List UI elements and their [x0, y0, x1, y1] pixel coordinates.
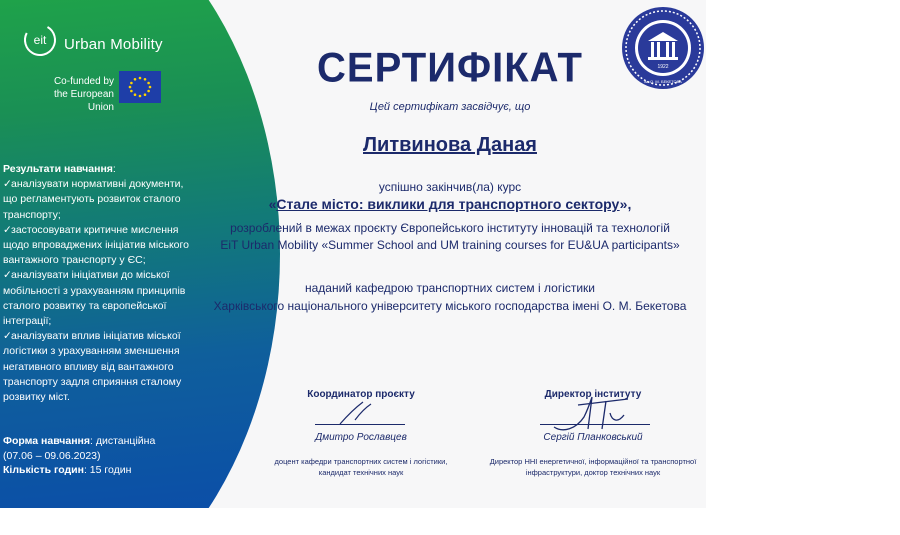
- director-desc-2: інфраструктури, доктор технічних наук: [525, 468, 661, 477]
- check-icon: ✓: [3, 269, 12, 282]
- director-sign-line: [540, 424, 650, 425]
- completed-line: успішно закінчив(ла) курс: [378, 180, 522, 194]
- result-item: [3, 329, 193, 405]
- certificate-title: СЕРТИФІКАТ: [317, 44, 583, 92]
- granted-line-2: Харківського національного університету міського господарства імені О. М. Бекетова: [213, 299, 687, 313]
- study-info: [3, 434, 203, 478]
- developed-line-2: EiT Urban Mobility «Summer School and UM training courses for EU&UA participants»: [220, 238, 680, 252]
- result-item: [3, 223, 193, 269]
- recipient-name: Литвинова Даная: [363, 134, 537, 156]
- check-icon: ✓: [3, 330, 12, 343]
- result-item-text: аналізувати ініціативи до міської мобільності з урахуванням принципів сталого розвитку та європейської інтеграції;: [3, 269, 186, 328]
- course-line: [200, 196, 700, 212]
- coordinator-desc-2: кандидат технічних наук: [318, 468, 404, 477]
- form-value: : дистанційна: [90, 435, 156, 447]
- result-item: [3, 268, 193, 329]
- result-item-text: аналізувати вплив ініціатив міської логістики з урахуванням зменшення негативного впливу від вантажного транспорту задля сприяння сталому розвитку міст.: [3, 330, 182, 404]
- coordinator-title: Координатор проєкту: [307, 389, 415, 400]
- director-signature: [548, 393, 638, 435]
- granted-line-1: наданий кафедрою транспортних систем і логістики: [304, 281, 596, 295]
- result-item: [3, 177, 193, 223]
- seal-year: 1922: [657, 64, 669, 70]
- form-label: Форма навчання: [3, 435, 91, 447]
- university-seal: [620, 5, 706, 91]
- developed-line-1: розроблений в межах проєкту Європейського інституту інновацій та технологій: [230, 221, 670, 235]
- coordinator-desc-1: доцент кафедри транспортних систем і логістики,: [274, 457, 448, 466]
- result-item-text: аналізувати нормативні документи, що регламентують розвиток сталого транспорту;: [3, 178, 184, 221]
- director-desc: [480, 456, 706, 478]
- eit-logo-text: eit: [33, 33, 47, 47]
- coordinator-sign-line: [315, 424, 405, 425]
- course-name: Стале місто: виклики для транспортного сектору: [276, 196, 620, 212]
- results-heading: Результати навчання: [3, 163, 113, 175]
- check-icon: ✓: [3, 223, 12, 236]
- director-name: Сергій Планковський: [543, 432, 643, 443]
- cofunded-text: Co-funded by the European Union: [53, 76, 114, 113]
- hours-label: Кількість годин: [3, 464, 84, 476]
- director-desc-1: Директор ННІ енергетичної, інформаційної та транспортної: [489, 457, 697, 466]
- coordinator-desc: [255, 456, 467, 478]
- learning-results: [3, 162, 193, 405]
- side-panel: [0, 0, 290, 508]
- course-quote-close: »,: [619, 196, 632, 212]
- director-title: Директор інституту: [544, 389, 642, 400]
- check-icon: ✓: [3, 178, 12, 191]
- seal-text: ім. О. М. БЕКЕТОВА: [644, 79, 682, 84]
- eit-logo-icon: [22, 22, 58, 58]
- study-dates: (07.06 – 09.06.2023): [3, 449, 101, 462]
- result-item-text: застосовувати критичне мислення щодо впроваджених ініціатив міського вантажного транспорту у ЄС;: [3, 223, 189, 267]
- course-quote-open: «: [268, 196, 277, 212]
- results-heading-colon: :: [112, 163, 116, 175]
- logo-label: Urban Mobility: [64, 36, 163, 53]
- eu-flag-icon: [119, 71, 161, 103]
- certificate-subtitle: Цей сертифікат засвідчує, що: [369, 101, 531, 113]
- coordinator-name: Дмитро Рославцев: [315, 432, 407, 443]
- hours-value: : 15 годин: [83, 464, 132, 476]
